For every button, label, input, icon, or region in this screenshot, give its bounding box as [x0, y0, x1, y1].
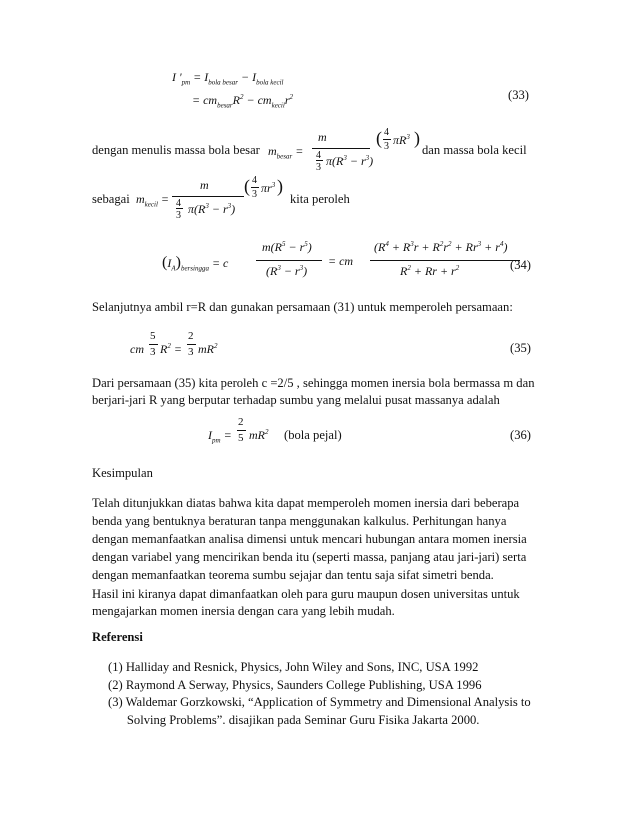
eq35-number: (35): [510, 341, 531, 355]
eq36-number: (36): [510, 428, 531, 442]
eq34: $(I_A)_{bersingga} = c$ $m(R^5 - r^5)$ $(R^3 - r^3)$ = cm $(R^4 + R^3r + R^2r^2 + Rr^3 + r^4)$ $R^2 + Rr + r^2$: [162, 236, 472, 288]
eq36: $I_{pm}$ = 2 5 $mR^2$: [208, 416, 269, 445]
p4-line1: Dari persamaan (35) kita peroleh c =2/5 , sehingga momen inersia bola bermassa m dan: [92, 376, 535, 390]
reference-item: Solving Problems”. disajikan pada Seminar Guru Fisika Jakarta 2000.: [108, 713, 480, 727]
conclusion-line: dengan memanfaatkan analisa dimensi untuk mencari hubungan antara momen inersia: [92, 532, 527, 546]
p1-text-b: dan massa bola kecil: [422, 143, 527, 157]
eq33-number: (33): [508, 88, 529, 102]
kesimpulan-heading: Kesimpulan: [92, 466, 153, 480]
p2-text-a: sebagai: [92, 192, 130, 206]
eq-m-besar: $m_{besar}$ = m 4 3 $\pi(R^3 - r^3)$ ( 4 3 $\pi R^3$ ): [268, 127, 420, 173]
p4-line2: berjari-jari R yang berputar terhadap sumbu yang melalui pusat massanya adalah: [92, 393, 500, 407]
eq34-number: (34): [510, 258, 531, 272]
reference-item: (3) Waldemar Gorzkowski, “Application of Symmetry and Dimensional Analysis to: [108, 695, 531, 709]
p1-text-a: dengan menulis massa bola besar: [92, 143, 260, 157]
conclusion-line: dengan memanfaatkan teorema sumbu sejajar dan tentu saja sifat simetri benda.: [92, 568, 494, 582]
reference-item: (2) Raymond A Serway, Physics, Saunders College Publishing, USA 1996: [108, 678, 482, 692]
eq36-note: (bola pejal): [284, 428, 342, 442]
references-heading: Referensi: [92, 630, 143, 644]
eq35: cm 5 3 $R^2$ = 2 3 $mR^2$: [130, 330, 218, 358]
conclusion-line: benda yang bentuknya beraturan tanpa menggunakan kalkulus. Perhitungan hanya: [92, 514, 507, 528]
eq-m-kecil: $m_{kecil}$ = m 4 3 $\pi(R^3 - r^3)$ ( 4 3 $\pi r^3$ ): [136, 175, 283, 221]
reference-item: (1) Halliday and Resnick, Physics, John Wiley and Sons, INC, USA 1992: [108, 660, 479, 674]
conclusion-line: dengan variabel yang mencirikan benda itu (seperti massa, panjang atau jari-jari) serta: [92, 550, 527, 564]
p2-text-b: kita peroleh: [290, 192, 350, 206]
closing-line: Hasil ini kiranya dapat dimanfaatkan oleh para guru maupun dosen universitas untuk: [92, 587, 520, 601]
closing-line: mengajarkan momen inersia dengan cara yang lebih mudah.: [92, 604, 395, 618]
eq33-line1: I '$_{pm} = I_{bola besar} - I_{bola kecil}$: [172, 70, 284, 87]
p3-text: Selanjutnya ambil r=R dan gunakan persamaan (31) untuk memperoleh persamaan:: [92, 300, 513, 314]
eq33-line2: = $cm_{besar}R^2 - cm_{kecil}r^2$: [192, 93, 293, 110]
conclusion-line: Telah ditunjukkan diatas bahwa kita dapat memperoleh momen inersia dari beberapa: [92, 496, 520, 510]
